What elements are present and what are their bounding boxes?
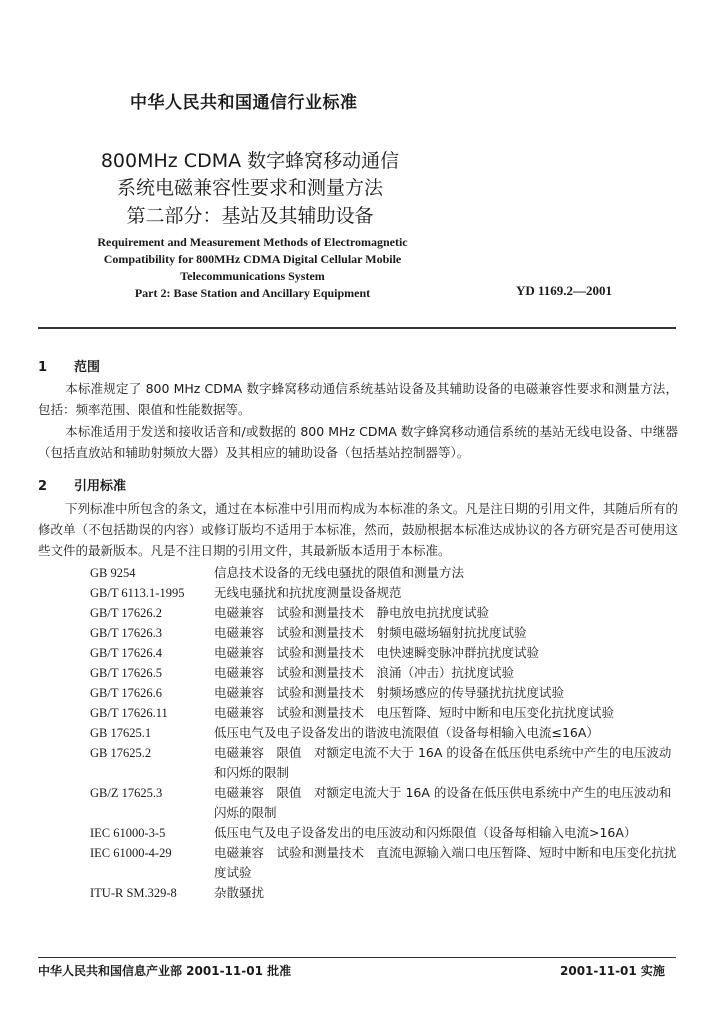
reference-code: GB/T 17626.3 [90,626,162,640]
implementation-date: 2001-11-01 实施 [560,964,665,978]
reference-title: 电磁兼容 限值 对额定电流不大于 16A 的设备在低压供电系统中产生的电压波动和闪烁的限制 [214,745,672,780]
reference-title: 电磁兼容 试验和测量技术 静电放电抗扰度试验 [214,605,490,620]
section-1-paragraph-1: 本标准规定了 800 MHz CDMA 数字蜂窝移动通信系统基站设备及其辅助设备的电磁兼容性要求和测量方法，包括：频率范围、限值和性能数据等。 [38,381,678,417]
reference-code: GB/Z 17625.3 [90,786,163,800]
approval-statement: 中华人民共和国信息产业部 2001-11-01 批准 [38,964,292,978]
reference-list [90,563,680,903]
reference-item [90,623,680,643]
reference-code: GB/T 17626.4 [90,646,162,660]
reference-code: IEC 61000-3-5 [90,826,166,840]
reference-title: 低压电气及电子设备发出的电压波动和闪烁限值（设备每相输入电流>16A） [214,825,637,840]
reference-item [90,883,680,903]
reference-code: IEC 61000-4-29 [90,846,172,860]
title-en-line-2: Compatibility for 800MHz CDMA Digital Cellular Mobile [103,252,402,266]
title-en-line-3: Telecommunications System [180,269,325,283]
section-1-paragraph-2: 本标准适用于发送和接收话音和/或数据的 800 MHz CDMA 数字蜂窝移动通信系统的基站无线电设备、中继器（包括直放站和辅助射频放大器）及其相应的辅助设备（包括基站控制器等）。 [38,424,678,460]
reference-title: 电磁兼容 试验和测量技术 浪涌（冲击）抗扰度试验 [214,665,515,680]
issuing-organization: 中华人民共和国通信行业标准 [130,93,358,113]
reference-title: 信息技术设备的无线电骚扰的限值和测量方法 [214,565,465,580]
reference-code: GB 17625.2 [90,746,152,760]
reference-title: 杂散骚扰 [214,885,265,900]
section-title: 范围 [74,360,101,375]
reference-item [90,843,680,883]
title-cn-line-1: 800MHz CDMA 数字蜂窝移动通信 [100,150,400,172]
section-2-paragraph-1: 下列标准中所包含的条文，通过在本标准中引用而构成为本标准的条文。凡是注日期的引用文件，其随后所有的修改单（不包括勘误的内容）或修订版均不适用于本标准，然而，鼓励根据本标准达成协议的各方研究是否可使用这些文件的最新版本。凡是不注日期的引用文件，其最新版本适用于本标准。 [38,501,678,558]
reference-title: 低压电气及电子设备发出的谐波电流限值（设备每相输入电流≤16A） [214,725,599,740]
section-title: 引用标准 [74,479,127,494]
reference-item [90,823,680,843]
reference-code: GB/T 17626.11 [90,706,168,720]
reference-code: GB/T 17626.5 [90,666,162,680]
section-number: 2 [38,479,48,494]
reference-item [90,563,680,583]
reference-item [90,783,680,823]
reference-title: 电磁兼容 试验和测量技术 射频场感应的传导骚扰抗扰度试验 [214,685,565,700]
section-2-heading [38,475,126,494]
section-1-heading [38,356,100,375]
reference-code: GB/T 6113.1-1995 [90,586,185,600]
reference-code: GB 9254 [90,566,136,580]
reference-title: 电磁兼容 试验和测量技术 电快速瞬变脉冲群抗扰度试验 [214,645,540,660]
reference-item [90,703,680,723]
reference-item [90,743,680,783]
title-cn-line-2: 系统电磁兼容性要求和测量方法 [116,177,383,199]
reference-item [90,643,680,663]
reference-code: GB/T 17626.2 [90,606,162,620]
reference-item [90,683,680,703]
reference-item [90,603,680,623]
title-en-line-1: Requirement and Measurement Methods of Electromagnetic [97,235,408,249]
reference-code: ITU-R SM.329-8 [90,886,177,900]
reference-code: GB 17625.1 [90,726,152,740]
section-number: 1 [38,360,48,375]
reference-title: 电磁兼容 试验和测量技术 射频电磁场辐射抗扰度试验 [214,625,527,640]
reference-item [90,663,680,683]
standard-number: YD 1169.2—2001 [516,283,613,298]
reference-title: 电磁兼容 限值 对额定电流大于 16A 的设备在低压供电系统中产生的电压波动和闪烁的限制 [214,785,672,820]
reference-title: 无线电骚扰和抗扰度测量设备规范 [214,585,402,600]
reference-code: GB/T 17626.6 [90,686,162,700]
reference-item [90,723,680,743]
reference-title: 电磁兼容 试验和测量技术 电压暂降、短时中断和电压变化抗扰度试验 [214,705,615,720]
title-en-line-4: Part 2: Base Station and Ancillary Equipment [134,286,371,300]
reference-title: 电磁兼容 试验和测量技术 直流电源输入端口电压暂降、短时中断和电压变化抗扰度试验 [214,845,677,880]
header-divider [38,327,676,329]
reference-item [90,583,680,603]
footer-divider [38,957,676,958]
title-cn-line-3: 第二部分：基站及其辅助设备 [126,205,374,227]
